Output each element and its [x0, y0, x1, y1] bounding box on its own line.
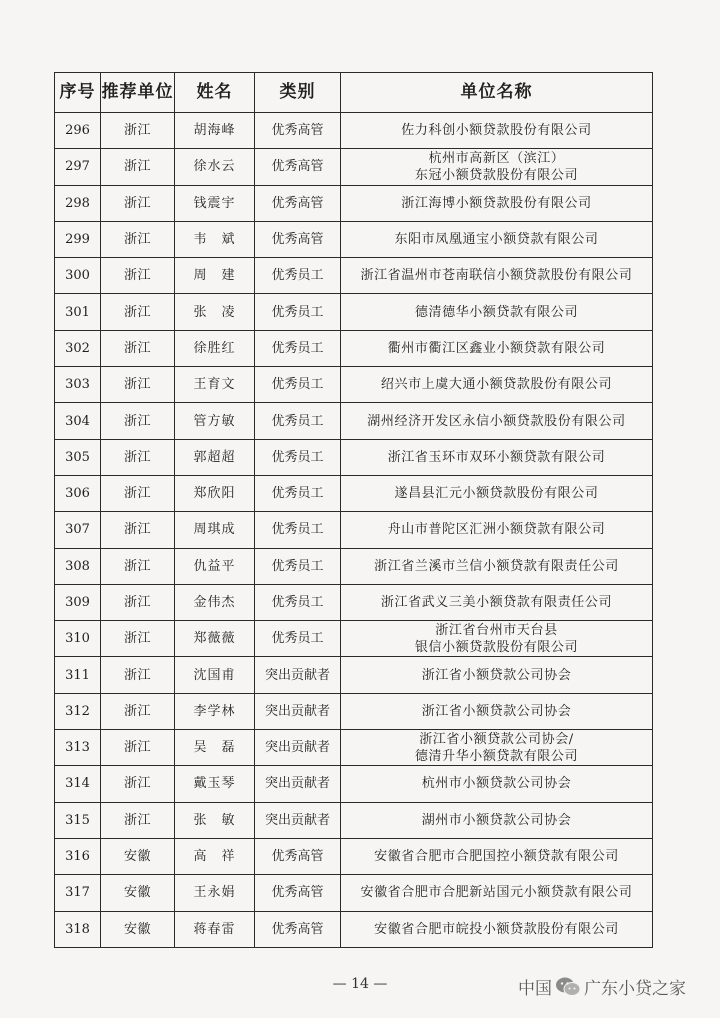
table-row: [55, 113, 653, 149]
row-name: 韦 斌: [175, 221, 255, 257]
row-category: 优秀员工: [255, 584, 341, 620]
table-row: [55, 657, 653, 693]
row-seq: 315: [55, 802, 101, 838]
row-unit-name: [341, 621, 653, 657]
row-seq: 304: [55, 403, 101, 439]
table-body: [55, 113, 653, 948]
row-name: 周 建: [175, 258, 255, 294]
unit-name-line: 浙江海博小额贷款股份有限公司: [401, 195, 592, 211]
table-row: [55, 367, 653, 403]
row-unit-name: [341, 221, 653, 257]
unit-name-line: 浙江省小额贷款公司协会: [421, 667, 572, 683]
row-seq: 303: [55, 367, 101, 403]
row-name: 王永娟: [175, 875, 255, 911]
row-name: 王育文: [175, 367, 255, 403]
row-name: 戴玉琴: [175, 766, 255, 802]
row-seq: 311: [55, 657, 101, 693]
row-seq: 312: [55, 693, 101, 729]
row-unit-name: [341, 258, 653, 294]
table-row: [55, 185, 653, 221]
unit-name-line: 浙江省温州市苍南联信小额贷款股份有限公司: [360, 268, 633, 284]
table-row: [55, 149, 653, 185]
unit-name-line: 银信小额贷款股份有限公司: [414, 639, 579, 655]
row-org: 浙江: [101, 766, 175, 802]
unit-name-line: 佐力科创小额贷款股份有限公司: [401, 123, 592, 139]
row-category: 优秀员工: [255, 621, 341, 657]
row-category: 优秀员工: [255, 330, 341, 366]
row-name: 胡海峰: [175, 113, 255, 149]
header-unit: 单位名称: [341, 73, 653, 113]
row-category: 优秀员工: [255, 512, 341, 548]
row-name: 郭超超: [175, 439, 255, 475]
unit-name-line: 湖州经济开发区永信小额贷款股份有限公司: [367, 413, 626, 429]
unit-name-line: 绍兴市上虞大通小额贷款股份有限公司: [380, 377, 613, 393]
row-category: 优秀员工: [255, 439, 341, 475]
unit-name-line: 浙江省小额贷款公司协会: [421, 703, 572, 719]
row-category: 优秀员工: [255, 258, 341, 294]
table-row: [55, 512, 653, 548]
row-category: 突出贡献者: [255, 693, 341, 729]
row-name: 李学林: [175, 693, 255, 729]
row-unit-name: [341, 657, 653, 693]
row-unit-name: [341, 584, 653, 620]
unit-name-line: 安徽省合肥市合肥国控小额贷款有限公司: [374, 849, 619, 865]
table-row: [55, 802, 653, 838]
row-org: 浙江: [101, 584, 175, 620]
header-category: 类别: [255, 73, 341, 113]
row-unit-name: [341, 766, 653, 802]
table-row: [55, 730, 653, 766]
row-unit-name: [341, 838, 653, 874]
unit-name-line: 杭州市高新区（滨江）: [428, 150, 565, 166]
unit-name-line: 浙江省兰溪市兰信小额贷款有限责任公司: [374, 558, 619, 574]
row-seq: 313: [55, 730, 101, 766]
row-category: 突出贡献者: [255, 766, 341, 802]
row-seq: 318: [55, 911, 101, 947]
row-org: 安徽: [101, 838, 175, 874]
table-row: [55, 911, 653, 947]
unit-name-line: 东阳市凤凰通宝小额贷款有限公司: [394, 232, 599, 248]
unit-name-line: 浙江省武义三美小额贷款有限责任公司: [380, 595, 613, 610]
row-seq: 296: [55, 113, 101, 149]
watermark-left-text: 中国: [518, 979, 552, 999]
row-unit-name: [341, 548, 653, 584]
table-row: [55, 875, 653, 911]
row-name: 仇益平: [175, 548, 255, 584]
row-org: 浙江: [101, 113, 175, 149]
row-unit-name: [341, 512, 653, 548]
row-name: 沈国甫: [175, 657, 255, 693]
row-category: 优秀高管: [255, 875, 341, 911]
row-name: 管方敏: [175, 403, 255, 439]
row-category: 突出贡献者: [255, 657, 341, 693]
row-name: 高 祥: [175, 838, 255, 874]
unit-name-line: 德清升华小额贷款有限公司: [414, 748, 579, 764]
wechat-icon: [554, 976, 582, 998]
row-name: 蒋春雷: [175, 911, 255, 947]
row-category: 优秀员工: [255, 548, 341, 584]
row-org: 浙江: [101, 367, 175, 403]
row-unit-name: [341, 802, 653, 838]
row-seq: 308: [55, 548, 101, 584]
row-category: 优秀高管: [255, 113, 341, 149]
row-org: 浙江: [101, 693, 175, 729]
row-org: 浙江: [101, 802, 175, 838]
row-org: 浙江: [101, 185, 175, 221]
table-row: [55, 475, 653, 511]
row-org: 浙江: [101, 294, 175, 330]
row-org: 浙江: [101, 548, 175, 584]
row-name: 金伟杰: [175, 584, 255, 620]
row-unit-name: [341, 367, 653, 403]
unit-name-line: 浙江省玉环市双环小额贷款有限公司: [387, 449, 606, 465]
watermark: [518, 974, 686, 999]
row-unit-name: [341, 439, 653, 475]
header-name: 姓名: [175, 73, 255, 113]
row-seq: 306: [55, 475, 101, 511]
table-header-row: [55, 73, 653, 113]
row-name: 钱震宇: [175, 185, 255, 221]
row-name: 郑薇薇: [175, 621, 255, 657]
row-seq: 302: [55, 330, 101, 366]
header-seq: 序号: [55, 73, 101, 113]
unit-name-line: 东冠小额贷款股份有限公司: [414, 167, 579, 183]
row-unit-name: [341, 911, 653, 947]
row-unit-name: [341, 113, 653, 149]
table-row: [55, 221, 653, 257]
row-unit-name: [341, 403, 653, 439]
row-seq: 298: [55, 185, 101, 221]
unit-name-line: 德清德华小额贷款有限公司: [414, 304, 579, 320]
row-unit-name: [341, 475, 653, 511]
row-seq: 301: [55, 294, 101, 330]
row-seq: 305: [55, 439, 101, 475]
row-org: 安徽: [101, 911, 175, 947]
row-unit-name: [341, 693, 653, 729]
row-name: 吴 磊: [175, 730, 255, 766]
row-org: 安徽: [101, 875, 175, 911]
row-unit-name: [341, 730, 653, 766]
unit-name-line: 杭州市小额贷款公司协会: [421, 776, 572, 792]
row-org: 浙江: [101, 730, 175, 766]
row-seq: 299: [55, 221, 101, 257]
table-row: [55, 439, 653, 475]
table-row: [55, 294, 653, 330]
row-org: 浙江: [101, 403, 175, 439]
row-org: 浙江: [101, 258, 175, 294]
row-name: 徐水云: [175, 149, 255, 185]
table-row: [55, 330, 653, 366]
row-unit-name: [341, 149, 653, 185]
row-name: 徐胜红: [175, 330, 255, 366]
unit-name-line: 安徽省合肥市皖投小额贷款股份有限公司: [374, 921, 619, 937]
row-unit-name: [341, 875, 653, 911]
row-org: 浙江: [101, 512, 175, 548]
row-seq: 316: [55, 838, 101, 874]
row-seq: 300: [55, 258, 101, 294]
table-row: [55, 548, 653, 584]
row-org: 浙江: [101, 221, 175, 257]
table-row: [55, 693, 653, 729]
row-org: 浙江: [101, 149, 175, 185]
page-number: — 14 —: [332, 976, 388, 992]
row-category: 优秀员工: [255, 403, 341, 439]
row-category: 优秀高管: [255, 911, 341, 947]
row-seq: 297: [55, 149, 101, 185]
table-row: [55, 403, 653, 439]
row-org: 浙江: [101, 475, 175, 511]
award-roster-table: [54, 72, 653, 948]
row-seq: 314: [55, 766, 101, 802]
row-name: 郑欣阳: [175, 475, 255, 511]
table-row: [55, 621, 653, 657]
unit-name-line: 舟山市普陀区汇洲小额贷款有限公司: [387, 522, 606, 538]
row-unit-name: [341, 330, 653, 366]
row-unit-name: [341, 185, 653, 221]
unit-name-line: 浙江省小额贷款公司协会/: [419, 731, 574, 747]
row-category: 突出贡献者: [255, 802, 341, 838]
row-name: 周琪成: [175, 512, 255, 548]
unit-name-line: 浙江省台州市天台县: [435, 622, 558, 638]
row-unit-name: [341, 294, 653, 330]
watermark-right-text: 广东小贷之家: [584, 979, 686, 999]
row-category: 优秀高管: [255, 185, 341, 221]
table-row: [55, 584, 653, 620]
row-org: 浙江: [101, 657, 175, 693]
table-row: [55, 258, 653, 294]
row-category: 优秀员工: [255, 294, 341, 330]
row-category: 优秀高管: [255, 838, 341, 874]
row-org: 浙江: [101, 330, 175, 366]
unit-name-line: 衢州市衢江区鑫业小额贷款有限公司: [387, 340, 606, 356]
row-category: 优秀高管: [255, 221, 341, 257]
table-row: [55, 838, 653, 874]
row-name: 张 凌: [175, 294, 255, 330]
unit-name-line: 湖州市小额贷款公司协会: [421, 812, 572, 828]
row-category: 突出贡献者: [255, 730, 341, 766]
row-org: 浙江: [101, 621, 175, 657]
unit-name-line: 遂昌县汇元小额贷款股份有限公司: [394, 486, 599, 502]
table-row: [55, 766, 653, 802]
header-org: 推荐单位: [101, 73, 175, 113]
row-seq: 317: [55, 875, 101, 911]
row-seq: 309: [55, 584, 101, 620]
row-category: 优秀高管: [255, 149, 341, 185]
row-category: 优秀员工: [255, 475, 341, 511]
unit-name-line: 安徽省合肥市合肥新站国元小额贷款有限公司: [360, 885, 633, 901]
row-seq: 310: [55, 621, 101, 657]
row-name: 张 敏: [175, 802, 255, 838]
row-seq: 307: [55, 512, 101, 548]
row-category: 优秀员工: [255, 367, 341, 403]
row-org: 浙江: [101, 439, 175, 475]
